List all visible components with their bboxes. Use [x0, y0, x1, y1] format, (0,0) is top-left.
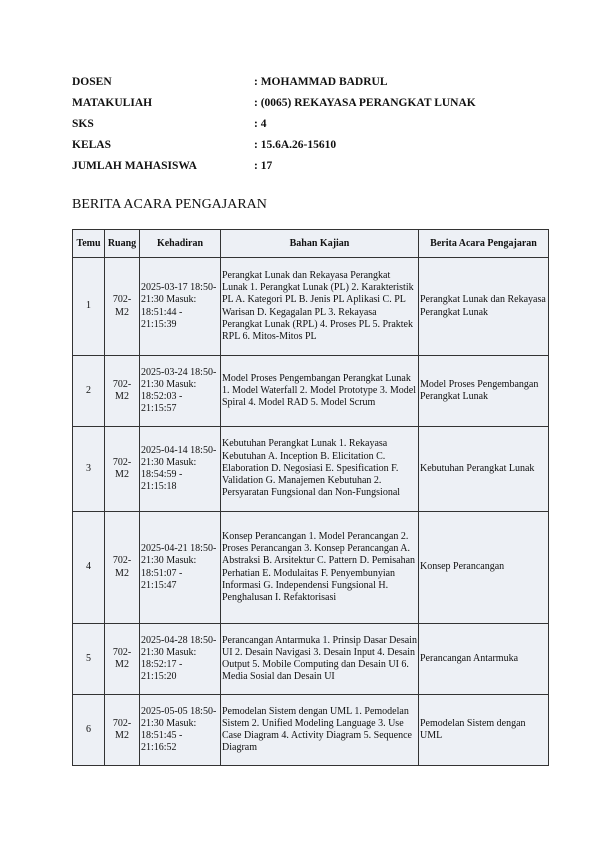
info-label: MATAKULIAH: [72, 96, 153, 109]
header-bahan-kajian: Bahan Kajian: [221, 230, 419, 258]
info-row-jumlah-mahasiswa: [72, 155, 476, 176]
kehadiran-cell: 2025-04-28 18:50-21:30 Masuk: 18:52:17 - 21:15:20: [140, 624, 221, 695]
berita-acara-cell: Perangkat Lunak dan Rekayasa Perangkat Lunak: [419, 258, 549, 356]
header-kehadiran: Kehadiran: [140, 230, 221, 258]
section-title: BERITA ACARA PENGAJARAN: [72, 197, 267, 212]
berita-acara-cell: Kebutuhan Perangkat Lunak: [419, 427, 549, 512]
table-row: [73, 427, 549, 512]
info-value: : MOHAMMAD BADRUL: [254, 75, 388, 88]
info-value: : 15.6A.26-15610: [254, 138, 337, 151]
kehadiran-cell: 2025-04-14 18:50-21:30 Masuk: 18:54:59 - 21:15:18: [140, 427, 221, 512]
temu-cell: 1: [73, 258, 105, 356]
temu-cell: 2: [73, 356, 105, 427]
bahan-kajian-cell: Perangkat Lunak dan Rekayasa Perangkat Lunak 1. Perangkat Lunak (PL) 2. Karakteristik PL A. Kategori PL B. Jenis PL Aplikasi C. PL Warisan D. Kegagalan PL 3. Rekayasa Perangkat Lunak (RPL) 4. Proses PL 5. Praktek RPL 6. Mitos-Mitos PL: [221, 258, 419, 356]
header-berita-acara: Berita Acara Pengajaran: [419, 230, 549, 258]
info-label: SKS: [72, 117, 94, 130]
info-row-kelas: [72, 134, 476, 155]
kehadiran-cell: 2025-03-24 18:50-21:30 Masuk: 18:52:03 - 21:15:57: [140, 356, 221, 427]
kehadiran-cell: 2025-03-17 18:50-21:30 Masuk: 18:51:44 - 21:15:39: [140, 258, 221, 356]
header-temu: Temu: [73, 230, 105, 258]
info-value: : (0065) REKAYASA PERANGKAT LUNAK: [254, 96, 476, 109]
table-row: [73, 624, 549, 695]
temu-cell: 5: [73, 624, 105, 695]
info-label: DOSEN: [72, 75, 112, 88]
ruang-cell: 702-M2: [105, 624, 140, 695]
temu-cell: 6: [73, 695, 105, 766]
bahan-kajian-cell: Model Proses Pengembangan Perangkat Lunak 1. Model Waterfall 2. Model Prototype 3. Model Spiral 4. Model RAD 5. Model Scrum: [221, 356, 419, 427]
info-label: JUMLAH MAHASISWA: [72, 159, 197, 172]
table-header-row: [73, 230, 549, 258]
ruang-cell: 702-M2: [105, 427, 140, 512]
table-row: [73, 512, 549, 624]
info-value: : 17: [254, 159, 273, 172]
temu-cell: 4: [73, 512, 105, 624]
berita-acara-cell: Pemodelan Sistem dengan UML: [419, 695, 549, 766]
bahan-kajian-cell: Kebutuhan Perangkat Lunak 1. Rekayasa Kebutuhan A. Inception B. Elicitation C. Elaboration D. Negosiasi E. Spesification F. Validation G. Manajemen Kebutuhan 2. Persyaratan Fungsional dan Non-Fungsional: [221, 427, 419, 512]
ruang-cell: 702-M2: [105, 695, 140, 766]
info-value: : 4: [254, 117, 267, 130]
ruang-cell: 702-M2: [105, 512, 140, 624]
ruang-cell: 702-M2: [105, 258, 140, 356]
berita-acara-cell: Model Proses Pengembangan Perangkat Lunak: [419, 356, 549, 427]
info-row-matakuliah: [72, 92, 476, 113]
info-row-dosen: [72, 71, 476, 92]
bahan-kajian-cell: Konsep Perancangan 1. Model Perancangan 2. Proses Perancangan 3. Konsep Perancangan A. Abstraksi B. Arsitektur C. Pattern D. Pemisahan Perhatian E. Modulaitas F. Penyembunyian Informasi G. Independensi Fungsional H. Penghalusan I. Refaktorisasi: [221, 512, 419, 624]
bahan-kajian-cell: Perancangan Antarmuka 1. Prinsip Dasar Desain UI 2. Desain Navigasi 3. Desain Input 4. Desain Output 5. Mobile Computing dan Desain UI 6. Media Sosial dan Desain UI: [221, 624, 419, 695]
ruang-cell: 702-M2: [105, 356, 140, 427]
berita-acara-cell: Perancangan Antarmuka: [419, 624, 549, 695]
header-ruang: Ruang: [105, 230, 140, 258]
kehadiran-cell: 2025-04-21 18:50-21:30 Masuk: 18:51:07 - 21:15:47: [140, 512, 221, 624]
course-info: [72, 71, 476, 176]
berita-acara-cell: Konsep Perancangan: [419, 512, 549, 624]
info-label: KELAS: [72, 138, 111, 151]
kehadiran-cell: 2025-05-05 18:50-21:30 Masuk: 18:51:45 - 21:16:52: [140, 695, 221, 766]
table-row: [73, 695, 549, 766]
bahan-kajian-cell: Pemodelan Sistem dengan UML 1. Pemodelan Sistem 2. Unified Modeling Language 3. Use Case Diagram 4. Activity Diagram 5. Sequence Diagram: [221, 695, 419, 766]
table-row: [73, 356, 549, 427]
temu-cell: 3: [73, 427, 105, 512]
info-row-sks: [72, 113, 476, 134]
table-row: [73, 258, 549, 356]
berita-acara-table: [72, 229, 549, 766]
